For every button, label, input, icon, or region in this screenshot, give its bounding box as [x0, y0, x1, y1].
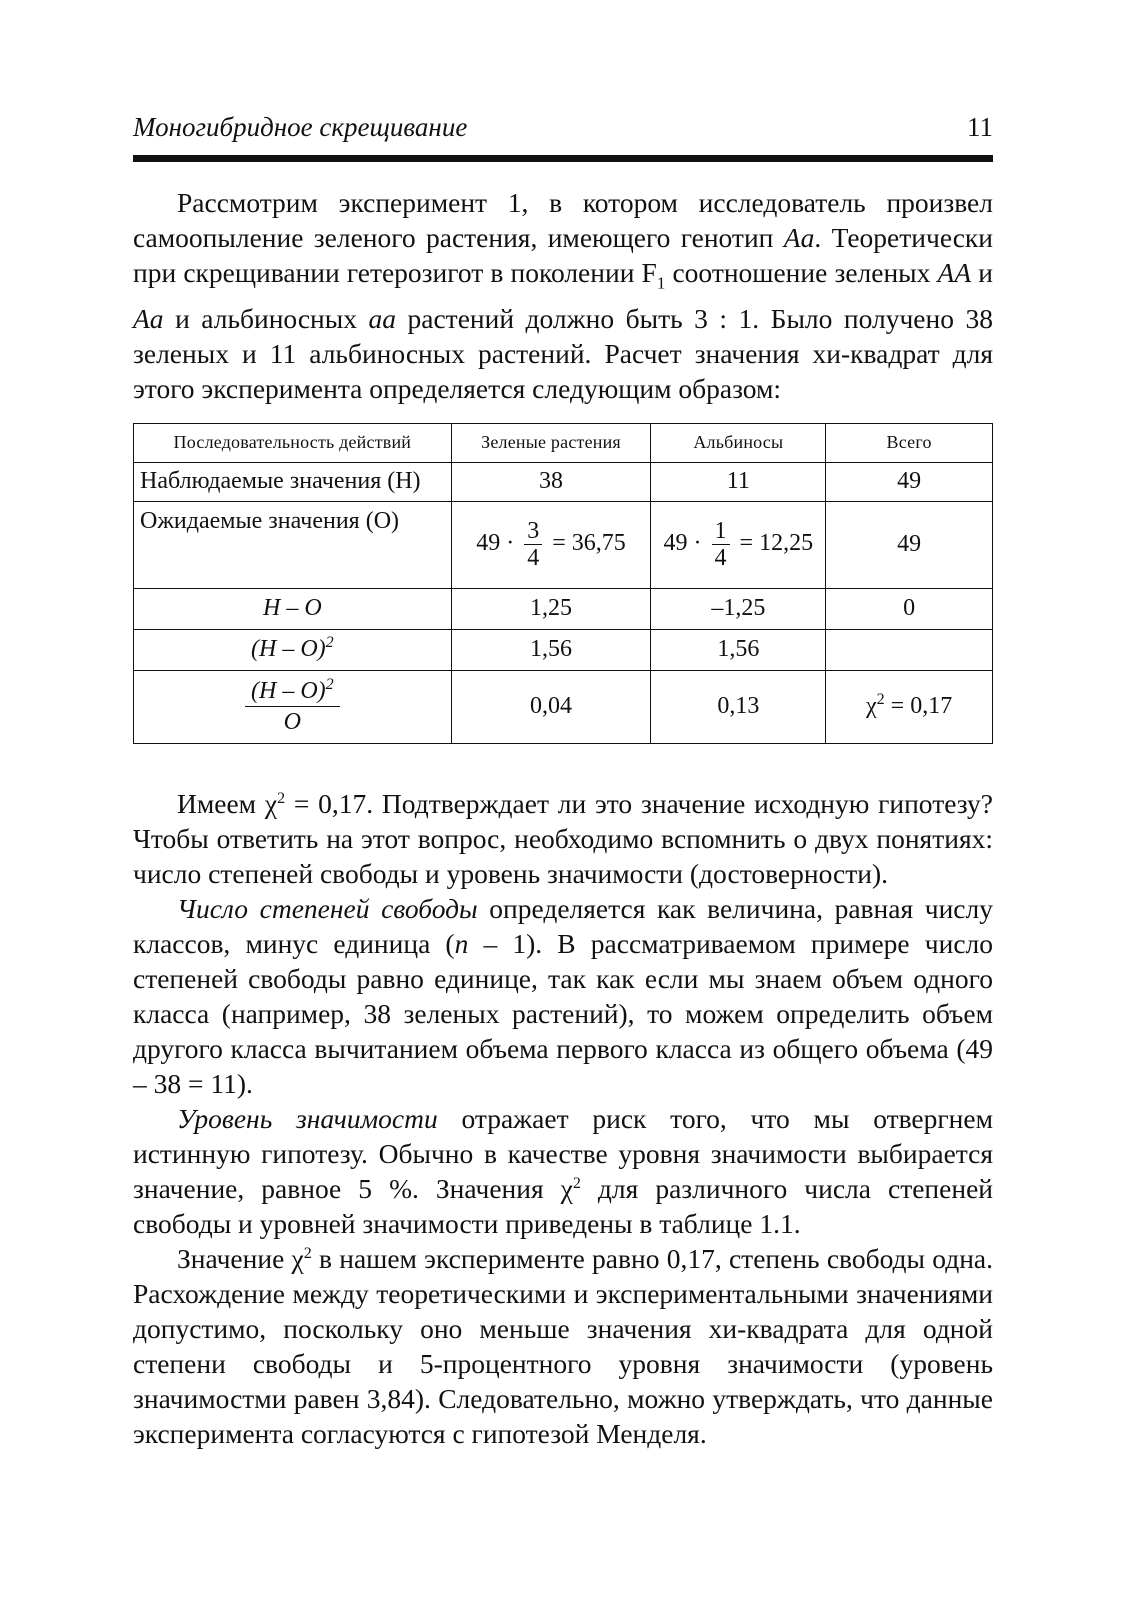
- para3-text-2: – 1). В рассматриваемом примере число степеней свободы равно единице, так как если мы знаем объем одного класса (например, 38 зеленых растений), то можем определить объем другого класса вычитанием объема первого класса из общего объема (49 – 38 = 11).: [133, 927, 993, 1099]
- header-green: Зеленые растения: [451, 423, 651, 462]
- diff-total: 0: [826, 588, 993, 629]
- running-title: Моногибридное скрещивание: [133, 112, 468, 142]
- para5-text-2: в нашем эксперименте равно 0,17, степень свободы одна. Расхождение между теоретическими и экспериментальными значениями допустимо, поскольку оно меньше значения хи-квадрата для одной степени свободы и 5-процентного уровня значимости (уровень значимостми равен 3,84). Следовательно, можно утверждать, что данные эксперимента согласуются с гипотезой Менделя.: [133, 1242, 993, 1449]
- fraction-denominator: 4: [714, 545, 727, 571]
- expected-albino-fraction: [712, 518, 730, 571]
- sq-label-base: (Н – О): [251, 636, 326, 662]
- ratio-label: [134, 670, 452, 743]
- paragraph-conclusion: [133, 1241, 993, 1451]
- intro-paragraph: [133, 185, 993, 406]
- f1-subscript: 1: [656, 273, 666, 293]
- paragraph-degrees-of-freedom: [133, 891, 993, 1101]
- ratio-num-base: (Н – О): [251, 678, 326, 704]
- expected-green-fraction: [524, 518, 542, 571]
- fraction-numerator: 1: [712, 518, 730, 545]
- page-number: 11: [967, 112, 993, 142]
- ratio-albino: 0,13: [651, 670, 826, 743]
- para4-text-2: для различного числа степеней свободы и уровней значимости приведены в таблице 1.1.: [133, 1172, 993, 1239]
- genotype-Aa: Aa: [783, 222, 815, 253]
- intro-text-4: и: [971, 257, 993, 288]
- observed-albino: 11: [651, 462, 826, 501]
- table-row-squared: [134, 629, 993, 670]
- diff-albino: –1,25: [651, 588, 826, 629]
- expected-green-result: = 36,75: [552, 530, 626, 557]
- sq-label-exp: 2: [325, 634, 334, 651]
- paragraph-significance-level: [133, 1101, 993, 1241]
- sq-label: [134, 629, 452, 670]
- page: [133, 100, 993, 1451]
- chi-square-table: [133, 423, 993, 744]
- para2-text-2: = 0,17. Подтверждает ли это значение исходную гипотезу? Чтобы ответить на этот вопрос, необходимо вспомнить о двух понятиях: число степеней свободы и уровень значимости (достоверности).: [133, 787, 993, 889]
- para3-text-1: определяется как величина, равная числу классов, минус единица (: [133, 892, 993, 959]
- expected-green-prefix: 49 ·: [476, 530, 515, 557]
- genotype-AA: AA: [937, 257, 972, 288]
- expected-albino: [651, 501, 826, 588]
- intro-text-2: . Теоретически при скрещивании гетерозигот в поколении F: [133, 222, 993, 288]
- expected-albino-prefix: 49 ·: [663, 530, 702, 557]
- observed-green: 38: [451, 462, 651, 501]
- header-total: Всего: [826, 423, 993, 462]
- term-significance-level: Уровень значимости: [177, 1102, 438, 1134]
- para5-text-1: Значение χ: [177, 1242, 304, 1274]
- genotype-aa: aa: [368, 302, 397, 334]
- page-header: [133, 100, 993, 150]
- para4-text-1: отражает риск того, что мы отвергнем истинную гипотезу. Обычно в качестве уровня значимости выбирается значение, равное 5 %. Значения χ: [133, 1102, 993, 1204]
- ratio-numerator: [245, 676, 340, 707]
- expected-albino-result: = 12,25: [739, 530, 814, 557]
- para5-sup: 2: [303, 1244, 312, 1262]
- expected-label: Ожидаемые значения (О): [134, 501, 452, 588]
- header-steps: Последовательность действий: [134, 423, 452, 462]
- table-row-expected: [134, 501, 993, 588]
- chi-value: = 0,17: [884, 693, 953, 719]
- table-row-diff: [134, 588, 993, 629]
- paragraph-chi-result: [133, 786, 993, 891]
- observed-total: 49: [826, 462, 993, 501]
- para2-text-1: Имеем χ: [177, 787, 278, 819]
- header-albino: Альбиносы: [651, 423, 826, 462]
- var-n: n: [454, 927, 469, 959]
- sq-albino: 1,56: [651, 629, 826, 670]
- sq-total: [826, 629, 993, 670]
- ratio-fraction: [245, 676, 340, 737]
- ratio-total: [826, 670, 993, 743]
- ratio-num-exp: 2: [325, 676, 334, 693]
- para4-sup: 2: [572, 1174, 581, 1192]
- header-rule: [133, 155, 993, 162]
- chi-symbol: χ: [866, 693, 877, 719]
- diff-label: Н – О: [134, 588, 452, 629]
- sq-green: 1,56: [451, 629, 651, 670]
- fraction-numerator: 3: [524, 518, 542, 545]
- observed-label: Наблюдаемые значения (Н): [134, 462, 452, 501]
- diff-green: 1,25: [451, 588, 651, 629]
- fraction-denominator: 4: [527, 545, 540, 571]
- expected-total: 49: [826, 501, 993, 588]
- table-header-row: [134, 423, 993, 462]
- intro-text-6: растений должно быть 3 : 1. Было получено 38 зеленых и 11 альбиносных растений. Расчет значения хи-квадрат для этого эксперимента определяется следующим образом:: [133, 302, 993, 404]
- expected-green: [451, 501, 651, 588]
- chi-exp: 2: [876, 691, 885, 708]
- table-row-observed: [134, 462, 993, 501]
- intro-text-1: Рассмотрим эксперимент 1, в котором исследователь произвел самоопыление зеленого растения, имеющего генотип: [133, 187, 993, 253]
- table-row-ratio: [134, 670, 993, 743]
- intro-text-5: и альбиносных: [163, 302, 369, 334]
- para2-sup: 2: [277, 789, 286, 807]
- ratio-denominator: О: [283, 709, 301, 735]
- intro-text-3: соотношение зеленых: [665, 257, 938, 288]
- genotype-Aa-2: Aa: [133, 302, 164, 334]
- term-degrees-of-freedom: Число степеней свободы: [177, 892, 478, 924]
- ratio-green: 0,04: [451, 670, 651, 743]
